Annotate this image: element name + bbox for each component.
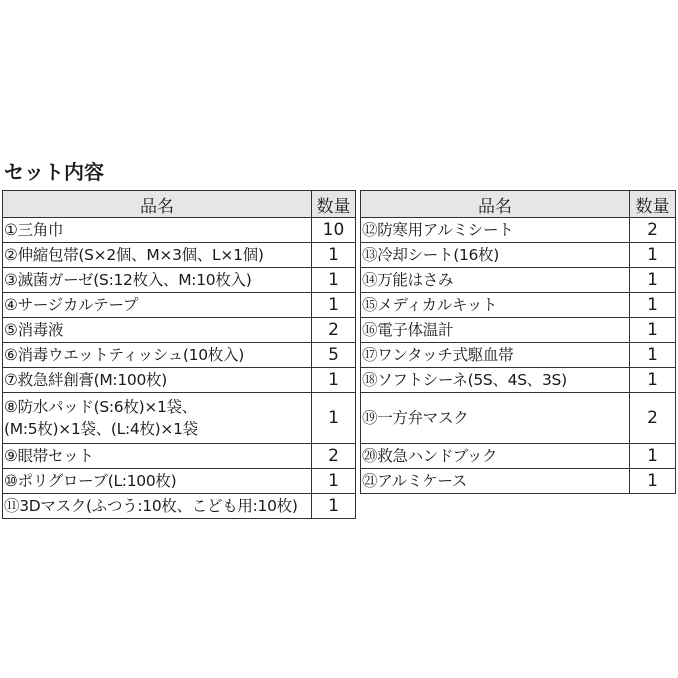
item-name-line: ⑲一方弁マスク <box>362 409 469 427</box>
item-qty: 1 <box>312 469 356 494</box>
table-row <box>361 293 676 318</box>
item-name-line: ⑤消毒液 <box>4 321 64 339</box>
table-row <box>361 393 676 444</box>
item-name <box>361 218 630 243</box>
item-qty: 2 <box>312 444 356 469</box>
item-name <box>3 293 312 318</box>
item-name-line: ⑫防寒用アルミシート <box>362 221 514 239</box>
table-row <box>3 494 356 519</box>
item-name-line: ⑮メディカルキット <box>362 296 498 314</box>
contents-table-left <box>2 190 356 519</box>
table-row <box>3 218 356 243</box>
item-qty: 1 <box>630 293 676 318</box>
item-name <box>3 368 312 393</box>
item-name-line: ㉑アルミケース <box>362 472 468 490</box>
item-qty: 1 <box>630 368 676 393</box>
item-name <box>361 318 630 343</box>
item-name-line: ⑧防水パッド(S:6枚)×1袋、 <box>4 398 197 416</box>
item-name-line: ①三角巾 <box>4 221 64 239</box>
table-row <box>3 268 356 293</box>
item-qty: 1 <box>312 293 356 318</box>
item-qty: 2 <box>630 218 676 243</box>
item-qty: 5 <box>312 343 356 368</box>
table-row <box>3 469 356 494</box>
item-qty: 1 <box>630 469 676 494</box>
table-row <box>361 343 676 368</box>
item-name-line: ②伸縮包帯(S×2個、M×3個、L×1個) <box>4 246 264 264</box>
item-name-line: ③滅菌ガーゼ(S:12枚入、M:10枚入) <box>4 271 252 289</box>
item-name <box>361 293 630 318</box>
item-qty: 1 <box>312 393 356 444</box>
item-name <box>361 444 630 469</box>
item-qty: 1 <box>312 494 356 519</box>
item-name <box>361 368 630 393</box>
table-row <box>3 293 356 318</box>
item-qty: 1 <box>630 318 676 343</box>
item-name-line: ⑨眼帯セット <box>4 447 94 465</box>
item-name <box>3 243 312 268</box>
item-name-line: ⑳救急ハンドブック <box>362 447 498 465</box>
item-qty: 1 <box>630 444 676 469</box>
table-row <box>3 343 356 368</box>
item-qty: 2 <box>312 318 356 343</box>
header-name: 品名 <box>361 191 630 218</box>
item-name <box>3 444 312 469</box>
table-row <box>361 268 676 293</box>
item-qty: 1 <box>630 243 676 268</box>
item-name-line: ⑦救急絆創膏(M:100枚) <box>4 371 167 389</box>
item-qty: 1 <box>312 243 356 268</box>
item-name-line: ⑩ポリグローブ(L:100枚) <box>4 472 177 490</box>
item-name <box>3 268 312 293</box>
table-row <box>3 393 356 444</box>
item-name-line: ⑬冷却シート(16枚) <box>362 246 500 264</box>
item-name-line: ④サージカルテープ <box>4 296 139 314</box>
item-name <box>3 318 312 343</box>
table-header-row <box>361 191 676 218</box>
table-header-row <box>3 191 356 218</box>
item-name <box>361 393 630 444</box>
table-row <box>361 318 676 343</box>
header-qty: 数量 <box>312 191 356 218</box>
item-name-line: (M:5枚)×1袋、(L:4枚)×1袋 <box>4 420 198 438</box>
item-name <box>3 469 312 494</box>
item-name <box>3 218 312 243</box>
item-qty: 1 <box>312 368 356 393</box>
item-name-line: ⑱ソフトシーネ(5S、4S、3S) <box>362 371 567 389</box>
item-name <box>361 469 630 494</box>
table-row <box>3 444 356 469</box>
table-row <box>3 368 356 393</box>
item-qty: 2 <box>630 393 676 444</box>
item-name-line: ⑪3Dマスク(ふつう:10枚、こども用:10枚) <box>4 497 298 515</box>
item-qty: 1 <box>630 343 676 368</box>
item-name-line: ⑭万能はさみ <box>362 271 454 289</box>
item-name-line: ⑯電子体温計 <box>362 321 454 339</box>
table-row <box>3 243 356 268</box>
header-qty: 数量 <box>630 191 676 218</box>
item-qty: 10 <box>312 218 356 243</box>
table-row <box>361 444 676 469</box>
table-row <box>361 469 676 494</box>
item-name <box>3 393 312 444</box>
item-name-line: ⑰ワンタッチ式駆血帯 <box>362 346 514 364</box>
table-row <box>361 218 676 243</box>
item-name <box>361 243 630 268</box>
item-name <box>3 494 312 519</box>
item-name <box>361 343 630 368</box>
table-row <box>3 318 356 343</box>
item-qty: 1 <box>312 268 356 293</box>
section-title: セット内容 <box>4 160 104 184</box>
contents-table-right <box>360 190 676 494</box>
item-name <box>361 268 630 293</box>
item-name-line: ⑥消毒ウエットティッシュ(10枚入) <box>4 346 244 364</box>
header-name: 品名 <box>3 191 312 218</box>
item-qty: 1 <box>630 268 676 293</box>
item-name <box>3 343 312 368</box>
table-row <box>361 368 676 393</box>
table-row <box>361 243 676 268</box>
